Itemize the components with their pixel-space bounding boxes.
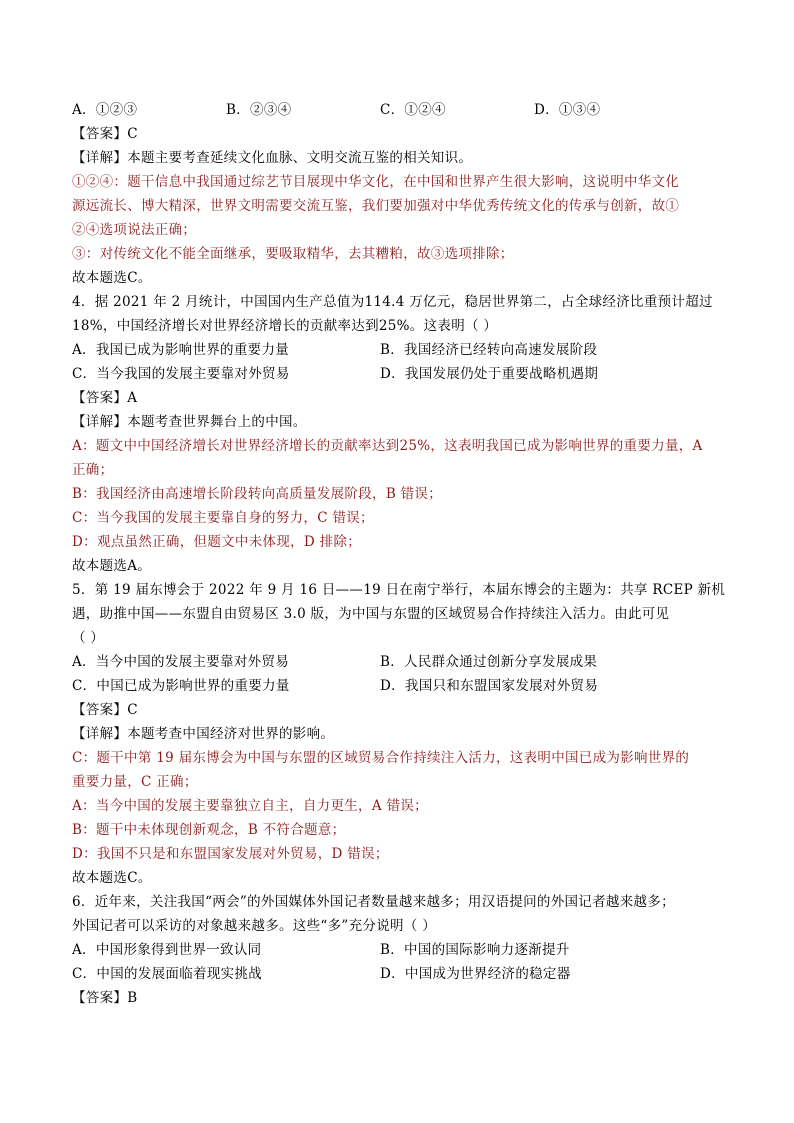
- q4-explanation-line: D：观点虽然正确，但题文中未体现，D 排除；: [72, 534, 362, 550]
- q5-explanation-line: 重要力量，C 正确；: [72, 774, 198, 790]
- q3-option-c: C．①②④: [380, 102, 446, 118]
- q3-conclusion: 故本题选C。: [72, 270, 152, 286]
- q4-option-a: A．我国已成为影响世界的重要力量: [72, 342, 290, 358]
- q3-explanation-line: ①②④：题干信息中我国通过综艺节目展现中华文化，在中国和世界产生很大影响，这说明中华文化: [72, 174, 680, 190]
- q5-detail: 【详解】本题考查中国经济对世界的影响。: [72, 726, 335, 742]
- q3-explanation-line: 源远流长、博大精深，世界文明需要交流互鉴，我们要加强对中华优秀传统文化的传承与创新，故①: [72, 198, 680, 214]
- q6-option-b: B．中国的国际影响力逐渐提升: [380, 942, 570, 958]
- q5-explanation-line: B：题干中未体现创新观念，B 不符合题意；: [72, 822, 346, 838]
- q3-detail: 【详解】本题主要考查延续文化血脉、文明交流互鉴的相关知识。: [72, 150, 473, 166]
- q6-option-d: D．中国成为世界经济的稳定器: [380, 966, 571, 982]
- q5-explanation-line: C：题干中第 19 届东博会为中国与东盟的区域贸易合作持续注入活力，这表明中国已成为影响世界的: [72, 750, 690, 766]
- q5-stem: 遇，助推中国——东盟自由贸易区 3.0 版，为中国与东盟的区域贸易合作持续注入活力。由此可见: [72, 606, 670, 622]
- q5-explanation-line: A：当今中国的发展主要靠独立自主，自力更生，A 错误；: [72, 798, 428, 814]
- q5-explanation-line: D：我国不只是和东盟国家发展对外贸易，D 错误；: [72, 846, 389, 862]
- q6-answer: 【答案】B: [72, 990, 138, 1006]
- q6-option-a: A．中国形象得到世界一致认同: [72, 942, 262, 958]
- q4-answer: 【答案】A: [72, 390, 138, 406]
- q4-stem: 18%，中国经济增长对世界经济增长的贡献率达到25%。这表明（ ）: [72, 318, 498, 334]
- q3-explanation-line: ③：对传统文化不能全面继承，要吸取精华，去其糟粕，故③选项排除；: [72, 246, 514, 262]
- q5-conclusion: 故本题选C。: [72, 870, 152, 886]
- q4-explanation-line: B：我国经济由高速增长阶段转向高质量发展阶段，B 错误；: [72, 486, 443, 502]
- q4-explanation-line: C：当今我国的发展主要靠自身的努力，C 错误；: [72, 510, 374, 526]
- q4-stem: 4．据 2021 年 2 月统计，中国国内生产总值为114.4 万亿元，稳居世界第二，占全球经济比重预计超过: [72, 294, 713, 310]
- q5-option-b: B．人民群众通过创新分享发展成果: [380, 654, 598, 670]
- q5-option-a: A．当今中国的发展主要靠对外贸易: [72, 654, 290, 670]
- q3-option-b: B．②③④: [226, 102, 292, 118]
- q4-detail: 【详解】本题考查世界舞台上的中国。: [72, 414, 307, 430]
- q4-explanation-line: 正确；: [72, 462, 114, 478]
- q4-option-b: B．我国经济已经转向高速发展阶段: [380, 342, 598, 358]
- q6-option-c: C．中国的发展面临着现实挑战: [72, 966, 263, 982]
- q5-option-d: D．我国只和东盟国家发展对外贸易: [380, 678, 599, 694]
- q5-option-c: C．中国已成为影响世界的重要力量: [72, 678, 290, 694]
- q4-conclusion: 故本题选A。: [72, 558, 152, 574]
- q4-option-d: D．我国发展仍处于重要战略机遇期: [380, 366, 599, 382]
- q3-explanation-line: ②④选项说法正确；: [72, 222, 197, 238]
- q4-explanation-line: A：题文中中国经济增长对世界经济增长的贡献率达到25%，这表明我国已成为影响世界的重要力量，A: [72, 438, 703, 454]
- q6-stem: 外国记者可以采访的对象越来越多。这些“多”充分说明（ ）: [72, 918, 436, 934]
- q5-stem: （ ）: [72, 630, 105, 646]
- q5-stem: 5．第 19 届东博会于 2022 年 9 月 16 日——19 日在南宁举行，本届东博会的主题为：共享 RCEP 新机: [72, 582, 726, 598]
- q3-option-d: D．①③④: [534, 102, 601, 118]
- q4-option-c: C．当今我国的发展主要靠对外贸易: [72, 366, 290, 382]
- q3-answer: 【答案】C: [72, 126, 138, 142]
- q6-stem: 6．近年来，关注我国“两会”的外国媒体外国记者数量越来越多；用汉语提问的外国记者越来越多；: [72, 894, 675, 910]
- q5-answer: 【答案】C: [72, 702, 138, 718]
- q3-option-a: A．①②③: [72, 102, 138, 118]
